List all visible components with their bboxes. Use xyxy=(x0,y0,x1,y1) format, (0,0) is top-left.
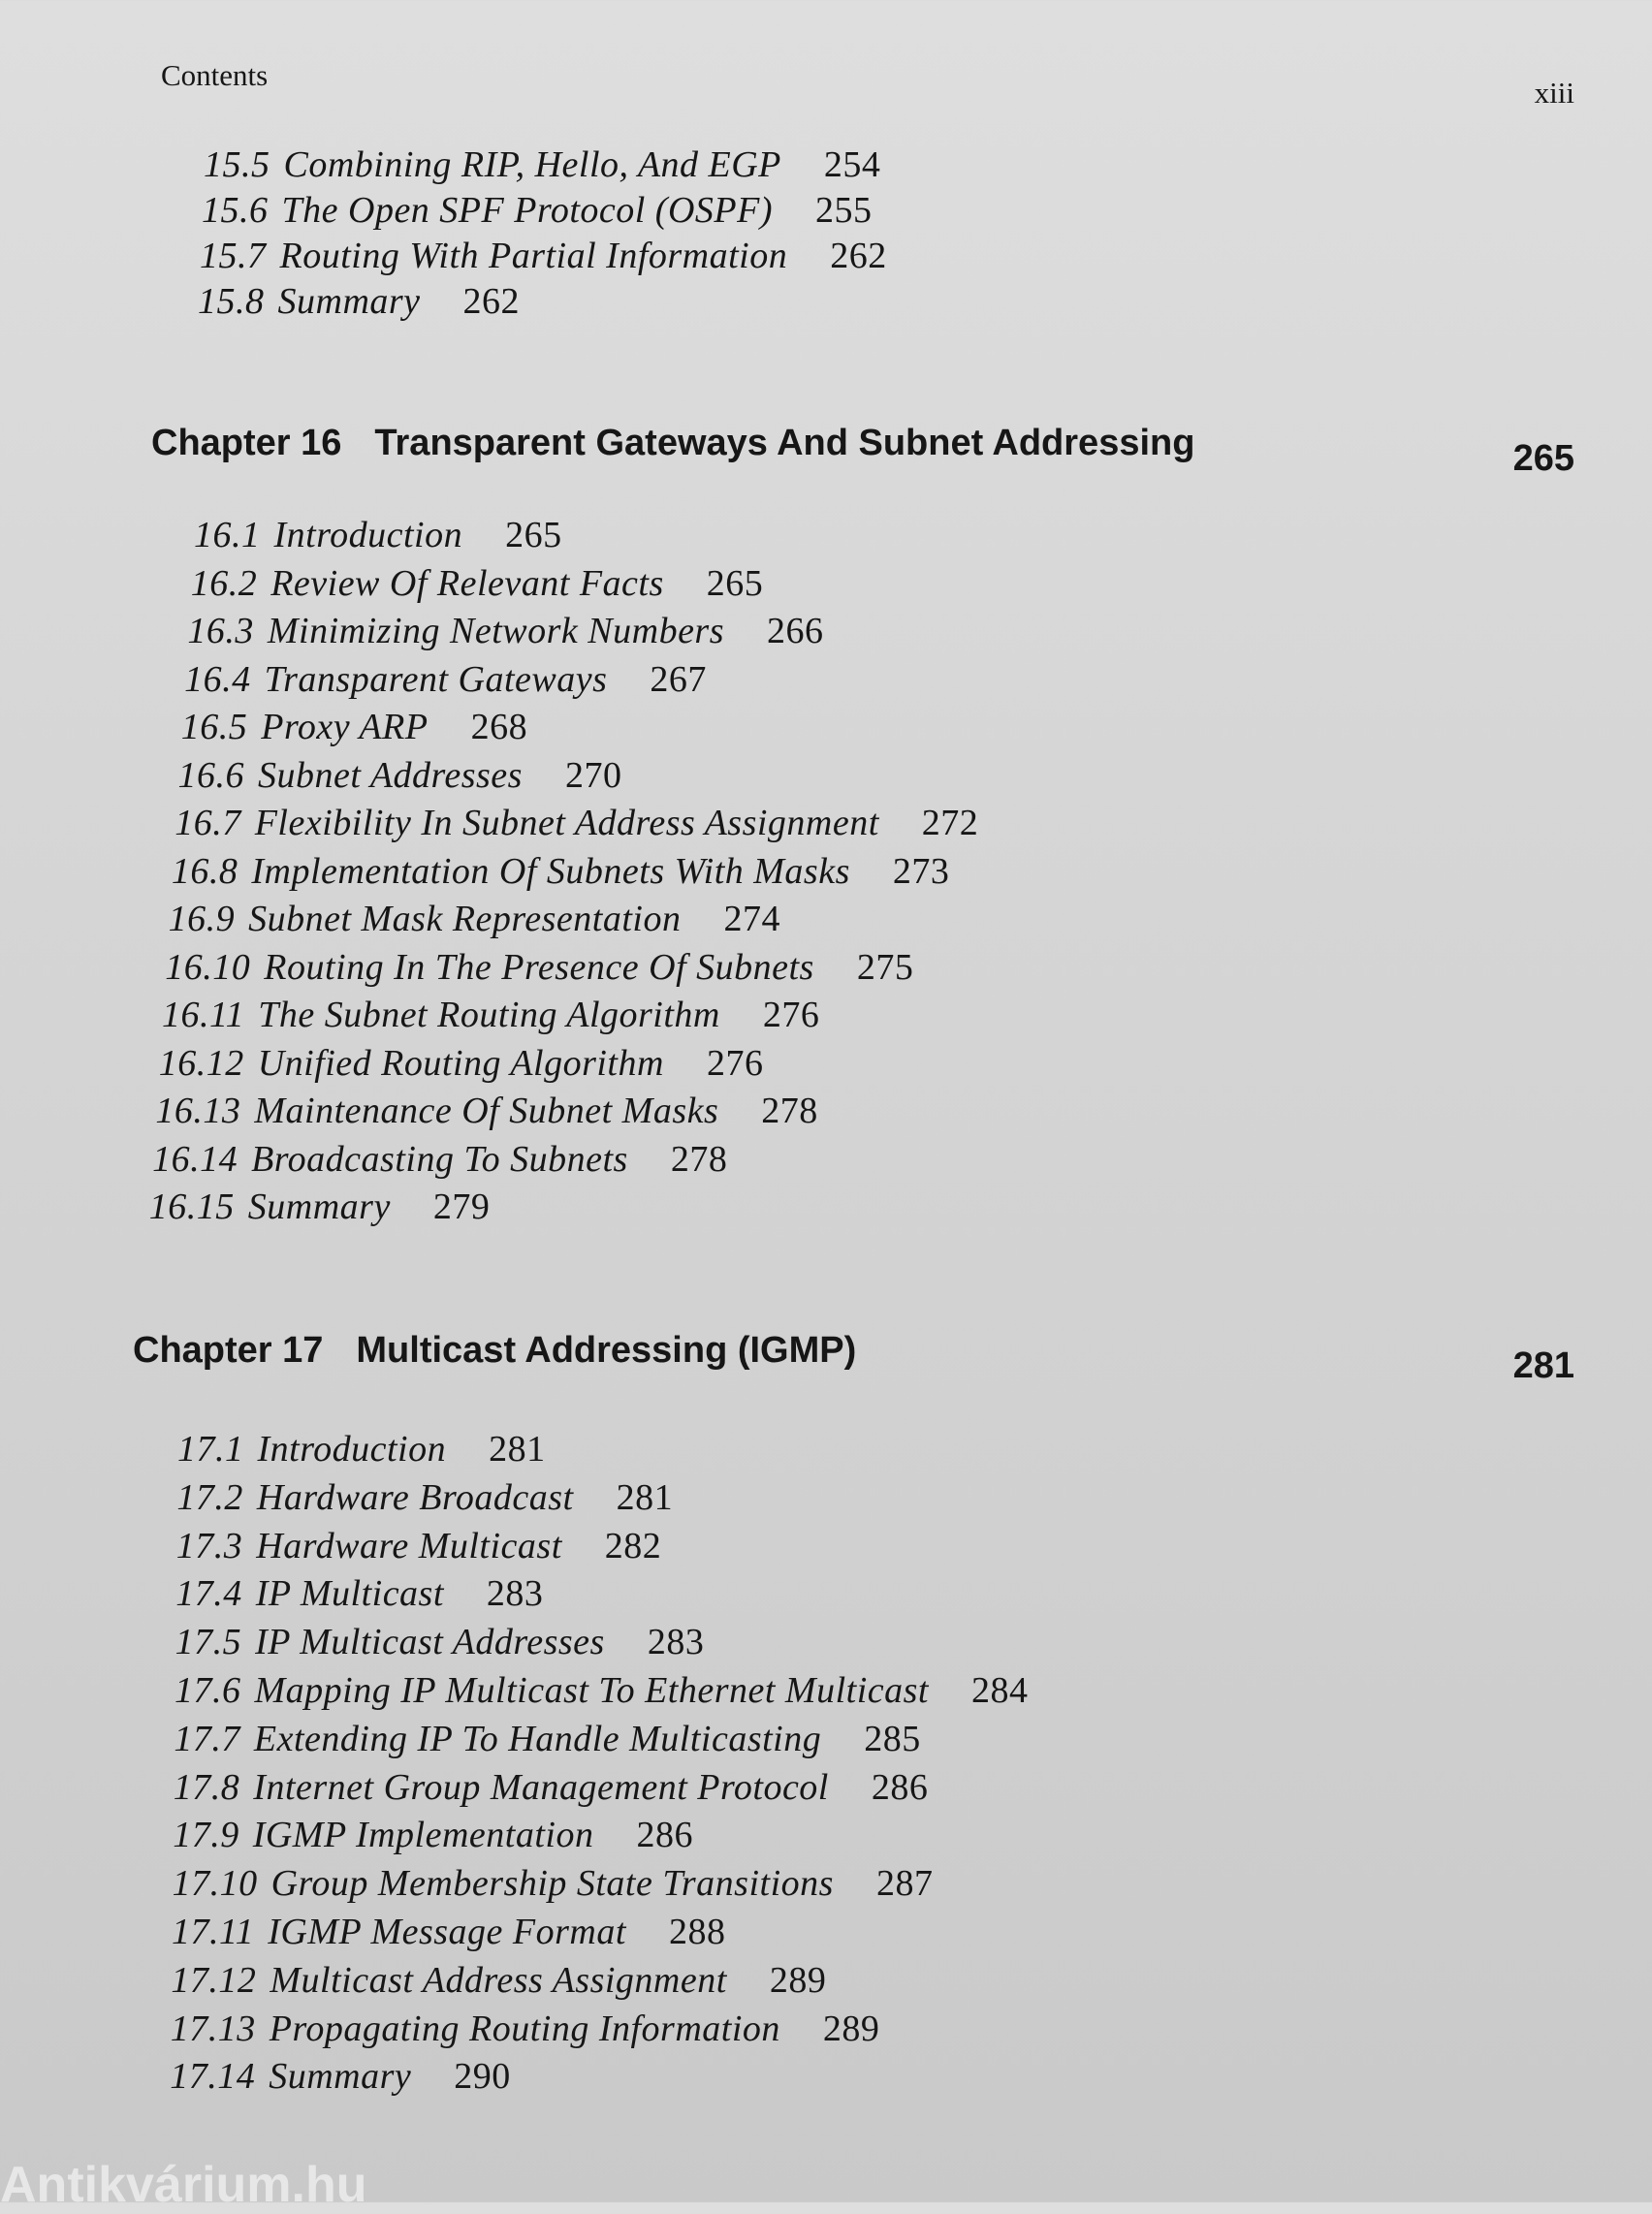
toc-entry-number: 17.2 xyxy=(176,1476,243,1518)
toc-entry xyxy=(172,850,949,893)
toc-entry xyxy=(177,1428,546,1471)
toc-entry-number: 16.7 xyxy=(175,803,241,843)
toc-entry-number: 16.8 xyxy=(171,850,238,892)
toc-entry-page: 266 xyxy=(767,611,824,651)
toc-entry-number: 15.8 xyxy=(198,281,265,322)
toc-entry-number: 17.6 xyxy=(175,1670,241,1711)
toc-entry-number: 17.9 xyxy=(173,1815,239,1856)
toc-entry xyxy=(198,280,520,323)
toc-entry-page: 279 xyxy=(432,1186,491,1227)
toc-entry xyxy=(173,1862,934,1905)
toc-entry xyxy=(178,754,622,797)
chapter-16-heading xyxy=(151,423,1194,464)
watermark: Antikvárium.hu xyxy=(0,2157,367,2213)
toc-entry xyxy=(176,1476,673,1519)
toc-entry-title: Proxy ARP xyxy=(261,707,429,747)
toc-entry-page: 282 xyxy=(604,1525,662,1566)
toc-entry-number: 16.6 xyxy=(177,754,244,796)
toc-entry-number: 17.12 xyxy=(171,1959,257,2001)
toc-entry-title: Hardware Broadcast xyxy=(256,1476,574,1518)
toc-entry-page: 281 xyxy=(616,1476,674,1518)
toc-entry-title: Transparent Gateways xyxy=(264,658,608,700)
toc-entry-title: IGMP Message Format xyxy=(268,1912,626,1952)
toc-entry xyxy=(165,946,913,989)
toc-entry-title: Implementation Of Subnets With Masks xyxy=(251,850,850,892)
toc-entry-title: Introduction xyxy=(257,1429,447,1470)
toc-entry-page: 286 xyxy=(636,1815,693,1856)
toc-entry-title: Summary xyxy=(277,281,421,322)
toc-entry-title: Minimizing Network Numbers xyxy=(267,611,725,651)
toc-entry-page: 276 xyxy=(762,995,820,1035)
toc-entry xyxy=(174,1766,929,1809)
toc-entry-page: 267 xyxy=(650,658,707,700)
toc-entry xyxy=(149,1186,491,1228)
toc-entry-title: Review Of Relevant Facts xyxy=(270,562,664,604)
toc-entry-title: The Open SPF Protocol (OSPF) xyxy=(281,190,773,231)
toc-entry-title: Summary xyxy=(247,1186,391,1227)
toc-entry xyxy=(173,1814,693,1856)
toc-entry-title: Mapping IP Multicast To Ethernet Multicast xyxy=(254,1670,929,1711)
toc-entry-page: 275 xyxy=(856,946,914,988)
toc-entry xyxy=(181,706,527,748)
toc-entry-page: 290 xyxy=(454,2056,511,2098)
running-header: Contents xyxy=(161,58,269,92)
toc-entry-number: 15.5 xyxy=(204,144,270,185)
toc-entry-number: 17.3 xyxy=(175,1525,243,1566)
toc-entry-page: 254 xyxy=(823,144,881,185)
page-number-roman: xiii xyxy=(1534,76,1574,110)
toc-entry-title: The Subnet Routing Algorithm xyxy=(258,995,720,1035)
toc-entry-title: Broadcasting To Subnets xyxy=(251,1138,628,1180)
chapter-17-heading xyxy=(133,1330,856,1372)
toc-entry-title: Unified Routing Algorithm xyxy=(257,1042,664,1084)
toc-entry xyxy=(184,658,707,701)
toc-entry xyxy=(174,1718,920,1760)
toc-entry xyxy=(175,1572,543,1615)
toc-entry-page: 289 xyxy=(769,1959,827,2001)
toc-entry-title: IP Multicast Addresses xyxy=(255,1622,605,1663)
toc-entry xyxy=(152,1138,727,1181)
toc-entry-number: 17.10 xyxy=(172,1863,258,1905)
toc-entry xyxy=(204,143,880,186)
toc-entry-page: 272 xyxy=(921,803,979,843)
toc-entry-title: IP Multicast xyxy=(255,1573,444,1615)
toc-entry-number: 15.6 xyxy=(202,190,269,231)
toc-entry xyxy=(175,1621,705,1663)
toc-entry xyxy=(162,994,819,1036)
toc-entry xyxy=(159,1042,764,1085)
toc-entry-title: Maintenance Of Subnet Masks xyxy=(254,1091,719,1131)
toc-entry-number: 16.5 xyxy=(180,707,248,747)
toc-entry-page: 268 xyxy=(470,707,528,747)
toc-entry-title: Hardware Multicast xyxy=(256,1525,562,1566)
toc-entry-page: 270 xyxy=(564,754,622,796)
toc-entry-page: 273 xyxy=(892,850,950,892)
toc-entry-title: Routing In The Presence Of Subnets xyxy=(264,946,814,988)
toc-entry-number: 16.12 xyxy=(158,1042,244,1084)
toc-entry xyxy=(171,2008,880,2050)
toc-entry-page: 278 xyxy=(670,1138,728,1180)
toc-entry-title: Subnet Addresses xyxy=(258,754,523,796)
toc-entry-page: 265 xyxy=(706,562,764,604)
chapter-16-title: Transparent Gateways And Subnet Addressing xyxy=(374,423,1195,463)
toc-entry xyxy=(202,189,872,232)
toc-entry-number: 16.2 xyxy=(190,562,258,604)
toc-entry-number: 17.11 xyxy=(172,1912,255,1952)
toc-entry xyxy=(175,802,978,844)
toc-entry-title: Multicast Address Assignment xyxy=(270,1959,727,2001)
toc-entry-page: 289 xyxy=(822,2008,880,2049)
toc-entry-page: 283 xyxy=(486,1573,544,1615)
toc-entry-number: 15.7 xyxy=(200,236,267,276)
toc-entry-page: 278 xyxy=(761,1091,818,1131)
toc-entry-number: 16.15 xyxy=(148,1186,235,1227)
toc-entry-page: 262 xyxy=(462,281,521,322)
toc-entry-page: 281 xyxy=(489,1429,546,1470)
toc-entry-page: 265 xyxy=(505,515,562,555)
toc-entry xyxy=(170,2055,511,2098)
toc-entry xyxy=(175,1669,1028,1712)
toc-entry xyxy=(194,514,562,556)
toc-entry-title: Routing With Partial Information xyxy=(279,236,788,276)
toc-entry-number: 16.13 xyxy=(155,1091,241,1131)
chapter-17-title: Multicast Addressing (IGMP) xyxy=(356,1330,857,1371)
toc-entry xyxy=(200,235,887,277)
toc-entry-number: 17.7 xyxy=(174,1718,240,1759)
toc-entry xyxy=(172,1911,725,1953)
toc-entry-title: Extending IP To Handle Multicasting xyxy=(253,1718,822,1759)
toc-entry-page: 286 xyxy=(871,1766,929,1808)
toc-entry xyxy=(191,562,764,605)
toc-entry xyxy=(169,898,780,940)
toc-entry-page: 274 xyxy=(723,899,780,939)
chapter-17-page: 281 xyxy=(1512,1345,1574,1386)
toc-entry-number: 16.11 xyxy=(162,995,245,1035)
chapter-17-label: Chapter 17 xyxy=(133,1330,324,1371)
toc-entry xyxy=(176,1525,661,1567)
toc-entry-number: 16.10 xyxy=(165,946,251,988)
chapter-16-label: Chapter 16 xyxy=(151,423,342,463)
toc-entry-page: 284 xyxy=(970,1670,1029,1711)
toc-entry-page: 283 xyxy=(647,1622,705,1663)
toc-entry-number: 16.4 xyxy=(184,658,251,700)
toc-entry-number: 16.1 xyxy=(194,515,261,555)
toc-entry-number: 17.5 xyxy=(175,1622,242,1663)
toc-entry xyxy=(171,1959,826,2002)
toc-entry-page: 276 xyxy=(706,1042,764,1084)
toc-entry-page: 287 xyxy=(875,1863,934,1905)
toc-entry-title: Flexibility In Subnet Address Assignment xyxy=(254,803,879,843)
toc-entry-number: 17.14 xyxy=(170,2056,256,2098)
toc-entry-title: Introduction xyxy=(273,515,463,555)
toc-entry-title: Propagating Routing Information xyxy=(269,2008,780,2049)
toc-entry-title: Subnet Mask Representation xyxy=(248,899,682,939)
toc-entry-title: IGMP Implementation xyxy=(252,1815,594,1856)
toc-entry-number: 16.9 xyxy=(168,899,236,939)
toc-entry-number: 17.4 xyxy=(175,1573,242,1615)
toc-entry xyxy=(187,610,823,652)
toc-entry-title: Combining RIP, Hello, And EGP xyxy=(283,144,781,185)
toc-entry-page: 262 xyxy=(830,236,887,276)
toc-entry-page: 255 xyxy=(814,190,873,231)
toc-entry-number: 17.1 xyxy=(177,1429,244,1470)
chapter-16-page: 265 xyxy=(1512,438,1574,479)
toc-entry-page: 285 xyxy=(864,1718,921,1759)
toc-entry-number: 17.8 xyxy=(173,1766,240,1808)
toc-entry-title: Summary xyxy=(269,2056,412,2098)
toc-entry-number: 16.3 xyxy=(187,611,254,651)
toc-entry-title: Internet Group Management Protocol xyxy=(253,1766,829,1808)
toc-entry-number: 17.13 xyxy=(170,2008,256,2049)
toc-entry-number: 16.14 xyxy=(152,1138,238,1180)
toc-entry-title: Group Membership State Transitions xyxy=(270,1863,834,1905)
toc-entry-page: 288 xyxy=(668,1912,726,1952)
toc-entry xyxy=(155,1090,817,1132)
